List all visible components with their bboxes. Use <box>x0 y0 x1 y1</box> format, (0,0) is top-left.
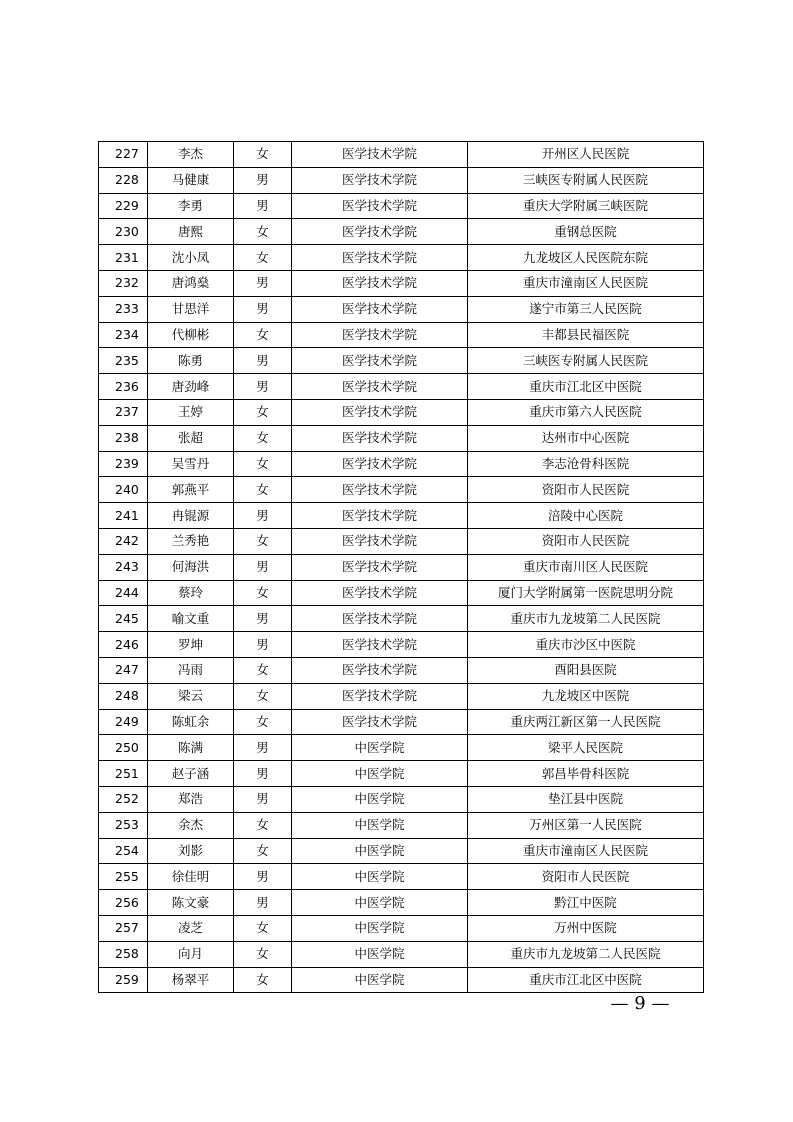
hospital-cell: 丰都县民福医院 <box>468 322 704 348</box>
name-cell: 余杰 <box>148 812 234 838</box>
table-row <box>99 709 704 735</box>
college-cell: 中医学院 <box>292 915 468 941</box>
hospital-cell: 万州区第一人民医院 <box>468 812 704 838</box>
row-number-cell: 258 <box>99 941 148 967</box>
row-number-cell: 244 <box>99 580 148 606</box>
row-number-cell: 248 <box>99 683 148 709</box>
table-row <box>99 890 704 916</box>
row-number-cell: 245 <box>99 606 148 632</box>
name-cell: 陈满 <box>148 735 234 761</box>
hospital-cell: 三峡医专附属人民医院 <box>468 167 704 193</box>
table-row <box>99 580 704 606</box>
table-row <box>99 838 704 864</box>
college-cell: 医学技术学院 <box>292 580 468 606</box>
hospital-cell: 重庆市南川区人民医院 <box>468 554 704 580</box>
college-cell: 医学技术学院 <box>292 245 468 271</box>
table-row <box>99 864 704 890</box>
college-cell: 医学技术学院 <box>292 374 468 400</box>
table-row <box>99 425 704 451</box>
gender-cell: 女 <box>234 399 292 425</box>
name-cell: 郭燕平 <box>148 477 234 503</box>
table-row <box>99 735 704 761</box>
row-number-cell: 242 <box>99 528 148 554</box>
table-row <box>99 219 704 245</box>
college-cell: 医学技术学院 <box>292 657 468 683</box>
table-row <box>99 477 704 503</box>
college-cell: 医学技术学院 <box>292 296 468 322</box>
row-number-cell: 249 <box>99 709 148 735</box>
table-row <box>99 193 704 219</box>
name-cell: 杨翠平 <box>148 967 234 993</box>
name-cell: 徐佳明 <box>148 864 234 890</box>
gender-cell: 男 <box>234 606 292 632</box>
row-number-cell: 241 <box>99 503 148 529</box>
hospital-cell: 资阳市人民医院 <box>468 864 704 890</box>
table-row <box>99 503 704 529</box>
gender-cell: 女 <box>234 528 292 554</box>
name-cell: 冯雨 <box>148 657 234 683</box>
hospital-cell: 九龙坡区中医院 <box>468 683 704 709</box>
gender-cell: 男 <box>234 761 292 787</box>
row-number-cell: 238 <box>99 425 148 451</box>
gender-cell: 女 <box>234 812 292 838</box>
table-row <box>99 683 704 709</box>
row-number-cell: 227 <box>99 142 148 168</box>
hospital-cell: 开州区人民医院 <box>468 142 704 168</box>
college-cell: 医学技术学院 <box>292 503 468 529</box>
row-number-cell: 232 <box>99 270 148 296</box>
row-number-cell: 228 <box>99 167 148 193</box>
college-cell: 医学技术学院 <box>292 322 468 348</box>
gender-cell: 男 <box>234 890 292 916</box>
row-number-cell: 235 <box>99 348 148 374</box>
name-cell: 赵子涵 <box>148 761 234 787</box>
name-cell: 何海洪 <box>148 554 234 580</box>
college-cell: 医学技术学院 <box>292 683 468 709</box>
gender-cell: 女 <box>234 451 292 477</box>
row-number-cell: 251 <box>99 761 148 787</box>
hospital-cell: 垫江县中医院 <box>468 786 704 812</box>
roster-table <box>98 141 704 993</box>
name-cell: 喻文重 <box>148 606 234 632</box>
name-cell: 沈小凤 <box>148 245 234 271</box>
hospital-cell: 万州中医院 <box>468 915 704 941</box>
table-row <box>99 967 704 993</box>
gender-cell: 男 <box>234 632 292 658</box>
gender-cell: 男 <box>234 193 292 219</box>
row-number-cell: 236 <box>99 374 148 400</box>
college-cell: 医学技术学院 <box>292 270 468 296</box>
gender-cell: 女 <box>234 322 292 348</box>
gender-cell: 女 <box>234 580 292 606</box>
gender-cell: 男 <box>234 554 292 580</box>
hospital-cell: 重庆两江新区第一人民医院 <box>468 709 704 735</box>
gender-cell: 女 <box>234 915 292 941</box>
name-cell: 王婷 <box>148 399 234 425</box>
college-cell: 医学技术学院 <box>292 219 468 245</box>
page-number: — 9 — <box>610 993 670 1014</box>
hospital-cell: 重庆市潼南区人民医院 <box>468 838 704 864</box>
table-row <box>99 812 704 838</box>
gender-cell: 女 <box>234 477 292 503</box>
name-cell: 陈文豪 <box>148 890 234 916</box>
table-row <box>99 167 704 193</box>
hospital-cell: 梁平人民医院 <box>468 735 704 761</box>
hospital-cell: 重庆大学附属三峡医院 <box>468 193 704 219</box>
college-cell: 医学技术学院 <box>292 554 468 580</box>
college-cell: 医学技术学院 <box>292 632 468 658</box>
name-cell: 梁云 <box>148 683 234 709</box>
row-number-cell: 239 <box>99 451 148 477</box>
table-row <box>99 657 704 683</box>
row-number-cell: 256 <box>99 890 148 916</box>
row-number-cell: 250 <box>99 735 148 761</box>
table-row <box>99 245 704 271</box>
name-cell: 李勇 <box>148 193 234 219</box>
college-cell: 中医学院 <box>292 812 468 838</box>
name-cell: 郑浩 <box>148 786 234 812</box>
gender-cell: 男 <box>234 270 292 296</box>
college-cell: 中医学院 <box>292 838 468 864</box>
hospital-cell: 厦门大学附属第一医院思明分院 <box>468 580 704 606</box>
hospital-cell: 重庆市潼南区人民医院 <box>468 270 704 296</box>
table-row <box>99 296 704 322</box>
row-number-cell: 240 <box>99 477 148 503</box>
table-row <box>99 632 704 658</box>
name-cell: 马健康 <box>148 167 234 193</box>
college-cell: 中医学院 <box>292 786 468 812</box>
row-number-cell: 231 <box>99 245 148 271</box>
college-cell: 中医学院 <box>292 735 468 761</box>
table-row <box>99 348 704 374</box>
gender-cell: 女 <box>234 941 292 967</box>
name-cell: 代柳彬 <box>148 322 234 348</box>
table-row <box>99 786 704 812</box>
table-row <box>99 528 704 554</box>
hospital-cell: 酉阳县医院 <box>468 657 704 683</box>
hospital-cell: 遂宁市第三人民医院 <box>468 296 704 322</box>
name-cell: 兰秀艳 <box>148 528 234 554</box>
college-cell: 医学技术学院 <box>292 399 468 425</box>
hospital-cell: 九龙坡区人民医院东院 <box>468 245 704 271</box>
college-cell: 中医学院 <box>292 864 468 890</box>
hospital-cell: 重庆市沙区中医院 <box>468 632 704 658</box>
table-row <box>99 451 704 477</box>
gender-cell: 女 <box>234 709 292 735</box>
college-cell: 医学技术学院 <box>292 167 468 193</box>
hospital-cell: 达州市中心医院 <box>468 425 704 451</box>
hospital-cell: 重庆市第六人民医院 <box>468 399 704 425</box>
college-cell: 中医学院 <box>292 761 468 787</box>
college-cell: 医学技术学院 <box>292 193 468 219</box>
gender-cell: 男 <box>234 348 292 374</box>
row-number-cell: 237 <box>99 399 148 425</box>
gender-cell: 男 <box>234 503 292 529</box>
table-row <box>99 399 704 425</box>
row-number-cell: 229 <box>99 193 148 219</box>
table-row <box>99 322 704 348</box>
college-cell: 医学技术学院 <box>292 606 468 632</box>
gender-cell: 女 <box>234 967 292 993</box>
hospital-cell: 资阳市人民医院 <box>468 477 704 503</box>
college-cell: 医学技术学院 <box>292 477 468 503</box>
college-cell: 中医学院 <box>292 890 468 916</box>
college-cell: 医学技术学院 <box>292 348 468 374</box>
name-cell: 冉锟源 <box>148 503 234 529</box>
hospital-cell: 重庆市江北区中医院 <box>468 967 704 993</box>
gender-cell: 男 <box>234 296 292 322</box>
table-row <box>99 554 704 580</box>
table-row <box>99 915 704 941</box>
gender-cell: 男 <box>234 374 292 400</box>
gender-cell: 女 <box>234 838 292 864</box>
name-cell: 陈虹余 <box>148 709 234 735</box>
college-cell: 医学技术学院 <box>292 451 468 477</box>
name-cell: 唐劲峰 <box>148 374 234 400</box>
gender-cell: 女 <box>234 245 292 271</box>
college-cell: 医学技术学院 <box>292 709 468 735</box>
hospital-cell: 重庆市九龙坡第二人民医院 <box>468 606 704 632</box>
hospital-cell: 郭昌毕骨科医院 <box>468 761 704 787</box>
name-cell: 刘影 <box>148 838 234 864</box>
table-row <box>99 270 704 296</box>
hospital-cell: 黔江中医院 <box>468 890 704 916</box>
table-row <box>99 606 704 632</box>
row-number-cell: 257 <box>99 915 148 941</box>
gender-cell: 女 <box>234 683 292 709</box>
hospital-cell: 重钢总医院 <box>468 219 704 245</box>
college-cell: 医学技术学院 <box>292 425 468 451</box>
row-number-cell: 254 <box>99 838 148 864</box>
table-row <box>99 761 704 787</box>
gender-cell: 男 <box>234 786 292 812</box>
name-cell: 唐熙 <box>148 219 234 245</box>
hospital-cell: 涪陵中心医院 <box>468 503 704 529</box>
row-number-cell: 259 <box>99 967 148 993</box>
row-number-cell: 243 <box>99 554 148 580</box>
name-cell: 向月 <box>148 941 234 967</box>
row-number-cell: 234 <box>99 322 148 348</box>
table-row <box>99 941 704 967</box>
row-number-cell: 247 <box>99 657 148 683</box>
name-cell: 李杰 <box>148 142 234 168</box>
name-cell: 吴雪丹 <box>148 451 234 477</box>
name-cell: 张超 <box>148 425 234 451</box>
hospital-cell: 重庆市江北区中医院 <box>468 374 704 400</box>
name-cell: 凌芝 <box>148 915 234 941</box>
row-number-cell: 253 <box>99 812 148 838</box>
row-number-cell: 255 <box>99 864 148 890</box>
hospital-cell: 资阳市人民医院 <box>468 528 704 554</box>
name-cell: 陈勇 <box>148 348 234 374</box>
college-cell: 中医学院 <box>292 941 468 967</box>
row-number-cell: 252 <box>99 786 148 812</box>
name-cell: 唐鸿燊 <box>148 270 234 296</box>
gender-cell: 女 <box>234 657 292 683</box>
row-number-cell: 230 <box>99 219 148 245</box>
table-row <box>99 374 704 400</box>
name-cell: 罗坤 <box>148 632 234 658</box>
college-cell: 医学技术学院 <box>292 528 468 554</box>
table-row <box>99 142 704 168</box>
hospital-cell: 李志沧骨科医院 <box>468 451 704 477</box>
gender-cell: 女 <box>234 425 292 451</box>
hospital-cell: 重庆市九龙坡第二人民医院 <box>468 941 704 967</box>
name-cell: 甘思洋 <box>148 296 234 322</box>
gender-cell: 男 <box>234 864 292 890</box>
gender-cell: 男 <box>234 167 292 193</box>
roster-table-body <box>99 142 704 993</box>
row-number-cell: 246 <box>99 632 148 658</box>
college-cell: 中医学院 <box>292 967 468 993</box>
college-cell: 医学技术学院 <box>292 142 468 168</box>
hospital-cell: 三峡医专附属人民医院 <box>468 348 704 374</box>
gender-cell: 女 <box>234 142 292 168</box>
gender-cell: 女 <box>234 219 292 245</box>
gender-cell: 男 <box>234 735 292 761</box>
row-number-cell: 233 <box>99 296 148 322</box>
name-cell: 蔡玲 <box>148 580 234 606</box>
